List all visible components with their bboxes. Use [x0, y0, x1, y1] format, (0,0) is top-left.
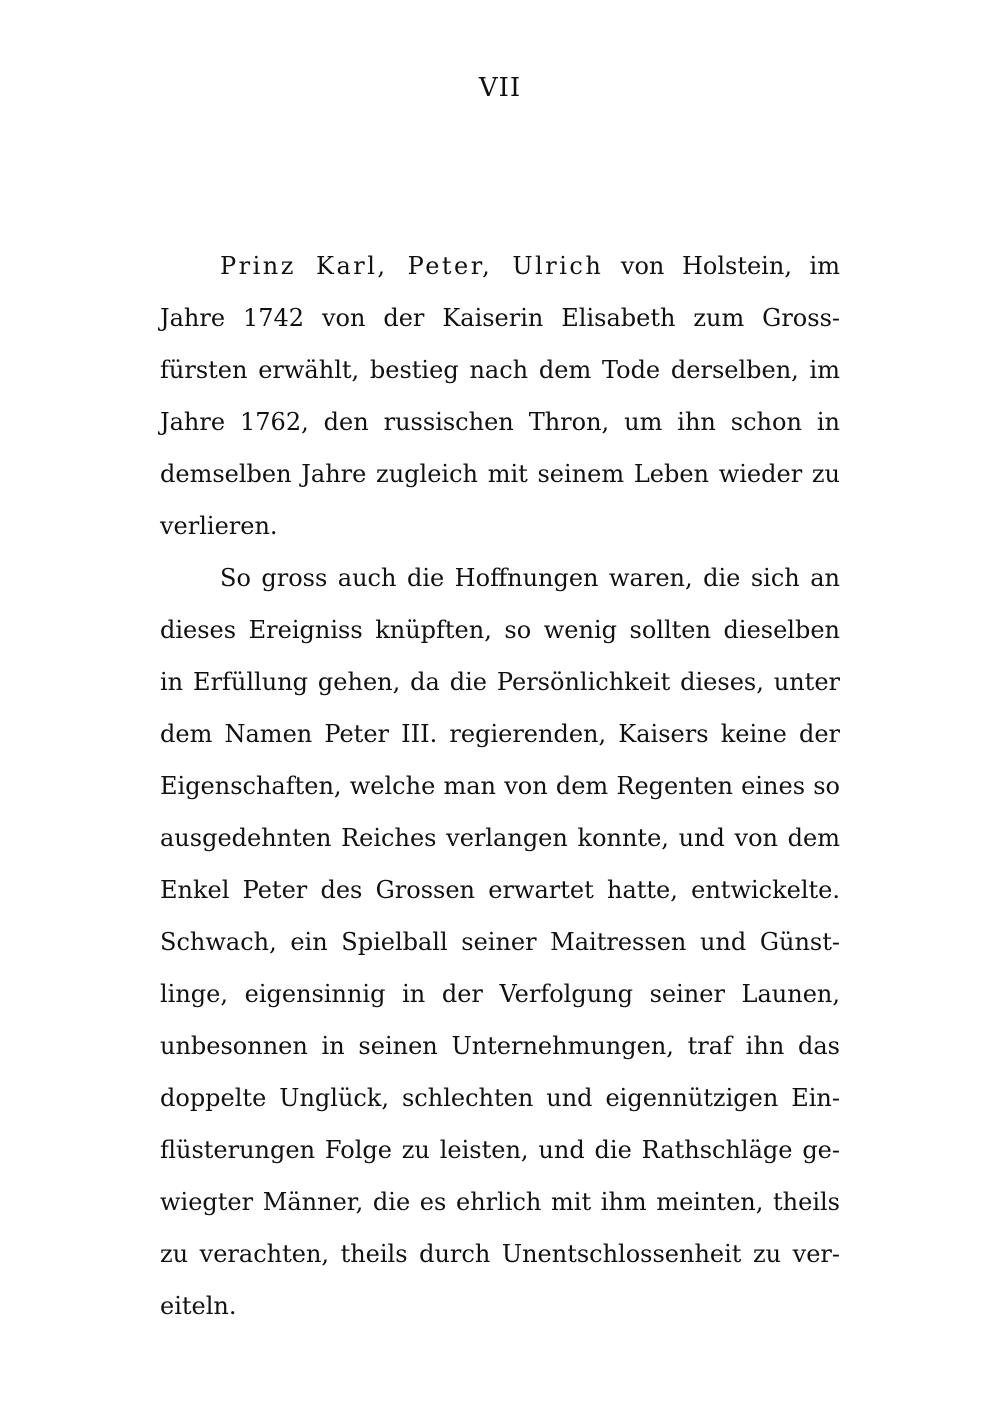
name-spaced-text: Prinz Karl, Peter, Ulrich — [220, 252, 604, 280]
page-number: VII — [478, 73, 522, 103]
paragraph-1-text: von Holstein, im Jahre 1742 von der Kaiserin Elisabeth zum Grossfürsten erwählt, bestieg nach dem Tode derselben, im Jahre 1762, den russischen Thron, um ihn schon in demselben Jahre zugleich mit seinem Leben wieder zu verlieren. — [160, 252, 840, 540]
paragraph-1 — [160, 240, 840, 552]
body-text — [160, 240, 840, 1332]
paragraph-2: So gross auch die Hoffnungen waren, die sich an dieses Ereigniss knüpften, so wenig sollten dieselben in Erfüllung gehen, da die Persönlichkeit dieses, unter dem Namen Peter III. regierenden, Kaisers keine der Eigenschaften, welche man von dem Regenten eines so ausgedehnten Reiches verlangen konnte, und von dem Enkel Peter des Grossen erwartet hatte, entwickelte. Schwach, ein Spielball seiner Maitressen und Günstlinge, eigensinnig in der Verfolgung seiner Launen, unbesonnen in seinen Unternehmungen, traf ihn das doppelte Unglück, schlechten und eigennützigen Einflüsterungen Folge zu leisten, und die Rathschläge gewiegter Männer, die es ehrlich mit ihm meinten, theils zu verachten, theils durch Unentschlossenheit zu vereiteln. — [160, 564, 840, 1320]
